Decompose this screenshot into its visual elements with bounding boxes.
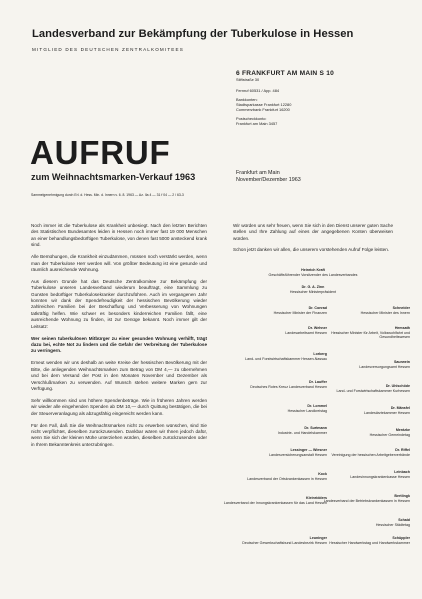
- signature-block: [300, 470, 410, 479]
- signatory-role: Land- und Forstwirtschaftskammer Hessen-Nassau: [245, 356, 327, 361]
- date: November/Dezember 1963: [236, 177, 301, 183]
- body-paragraph: Schon jetzt danken wir allen, die unserem vorstehenden Aufruf Folge leisten.: [233, 247, 390, 253]
- postal-account-label: Postscheckkonto:: [236, 116, 267, 121]
- signatory-name: Dr. Wehner: [308, 326, 327, 330]
- place-date: [236, 170, 301, 184]
- signatory-role: Hessischer Landkreistag: [287, 408, 327, 413]
- signatory-name: Schneider: [392, 306, 410, 310]
- letter-body-left: [31, 223, 207, 454]
- address-city: 6 FRANKFURT AM MAIN S 10: [236, 70, 335, 77]
- bank-accounts-label: Bankkonten:: [236, 97, 258, 102]
- signatory-role: Deutscher Gewerkschaftsbund Landesbezirk Hessen: [242, 540, 327, 545]
- signature-block: [300, 306, 410, 315]
- appeal-heading: AUFRUF: [30, 134, 171, 171]
- signatory-name: Dr. Riffel: [395, 448, 410, 452]
- signatory-name: Hemsath: [394, 326, 410, 330]
- signatory-name: Kleinridders: [306, 496, 327, 500]
- signature-block: [300, 518, 410, 527]
- signatory-name: Kock: [318, 472, 327, 476]
- signature-block: [300, 536, 410, 545]
- signature-block: [300, 326, 410, 340]
- signatory-role: Industrie- und Handelskammer: [277, 430, 327, 435]
- address-phone: Fernruf 60531 / App. 484: [236, 88, 280, 93]
- signature-block: [300, 428, 410, 437]
- body-paragraph: Alle Bemühungen, die Krankheit einzudämmen, müssen noch verstärkt werden, wenn man der Tuberkulose Herr werden will. Von größter Bedeutung ist eine gesunde und räumlich ausreichende Wohnung.: [31, 254, 207, 272]
- letter-body-right: [233, 223, 393, 259]
- signatory-role: Hessischer Handwerkstag und Handwerkskammer: [329, 540, 410, 545]
- signatory-name: Schaid: [398, 518, 410, 522]
- signatory-role: Hessischer Gemeindetag: [369, 432, 410, 437]
- signatory-role: Vereinigung der hessischen Arbeitgeberverbände: [331, 452, 410, 457]
- signature-block: [300, 406, 410, 415]
- signatory-role: Landesverband der Betriebskrankenkassen in Hessen: [323, 498, 410, 503]
- signatory-role: Landesversorgungsamt Hessen: [359, 364, 410, 369]
- signature-block: [300, 360, 410, 369]
- signatory-role: Hessischer Minister der Finanzen: [273, 310, 327, 315]
- signatory-name: Leuninger: [309, 536, 327, 540]
- signature-block: [233, 285, 393, 294]
- signatory-role: Land- und Forstwirtschaftskammer Kurhessen: [336, 388, 410, 393]
- signature-block: [233, 268, 393, 277]
- signature-block: [300, 494, 410, 503]
- signatory-role: Landesverband der Innungskrankenkassen für das Land Hessen: [223, 500, 327, 505]
- signatory-name: Leinbach: [394, 470, 410, 474]
- signatory-role: Deutsches Rotes Kreuz Landesverband Hessen: [250, 384, 327, 389]
- signatory-name: Dr. Lauffer: [309, 380, 327, 384]
- postal-account: Frankfurt am Main 3457: [236, 121, 278, 126]
- signatory-role: Landesärztekammer Hessen: [364, 410, 410, 415]
- address-block: [236, 70, 386, 126]
- signatory-role: Landesverband der Ortskrankenkassen in Hessen: [247, 476, 327, 481]
- organization-subtitle: MITGLIED DES DEUTSCHEN ZENTRALKOMITEES: [32, 47, 184, 52]
- collection-approval: Sammelgenehmigung durch Erl. d. Hess. Min. d. Innern v. 6. 8. 1963 — Az. IIa 4 — 31 f 04 — 2 / 63-3: [31, 193, 184, 197]
- signatory-name: Bertlingk: [394, 494, 410, 498]
- signatory-role: Hessischer Minister des Innern: [360, 310, 410, 315]
- appeal-subheading: zum Weihnachtsmarken-Verkauf 1963: [31, 172, 196, 182]
- signatory-role: Geschäftsführender Vorsitzender des Landesverbandes: [268, 272, 358, 277]
- signatory-name: Schüppler: [392, 536, 410, 540]
- signatory-name: Dr. Mänsfel: [390, 406, 410, 410]
- signatory-name: Dr. G. A. Zinn: [301, 285, 325, 289]
- signatory-name: Heinrich Kraft: [301, 268, 325, 272]
- body-paragraph: Erneut wenden wir uns deshalb an weite Kreise der hessischen Bevölkerung mit der Bitte, die anliegenden Weihnachtsmarken zum Betrag von DM 4,— zu übernehmen und bei dem Versand der Post in den Monaten November und Dezember als Verschlußmarken zu verwenden. Auf Wunsch stehen weitere Marken gern zur Verfügung.: [31, 360, 207, 391]
- signatory-role: Hessischer Ministerpräsident: [289, 289, 337, 294]
- bank-account-1: Stadtsparkasse Frankfurt 12280: [236, 102, 292, 107]
- place: Frankfurt am Main: [236, 170, 280, 176]
- signatory-name: Dr. Lommel: [307, 404, 327, 408]
- signatory-role: Landesinnungskrankenkasse Hessen: [350, 474, 410, 479]
- motto-paragraph: Wer seinen tuberkulösen Mitbürger zu einer gesunden Wohnung verhilft, trägt dazu bei, echte Not zu lindern und die Gefahr der Verbreitung der Tuberkulose zu verringern.: [31, 335, 207, 354]
- signature-block: [300, 448, 410, 457]
- signatory-role: Landesarbeitsamt Hessen: [285, 330, 327, 335]
- signatory-name: Lorberg: [313, 352, 327, 356]
- address-street: Stiftstraße 30: [236, 77, 260, 82]
- body-paragraph: Aus diesem Grunde hat das Deutsche Zentralkomitee zur Bekämpfung der Tuberkulose unseren Landesverband wiederum beauftragt, eine Sammlung zu Gunsten bedürftiger Tuberkulosekranker durchzuführen. Auch im vergangenen Jahr konnten wir dank der Spendefreudigkeit der hessischen Bevölkerung wieder zahlreichen Familien bei der Beschaffung und Verbesserung von Wohnungen tatkräftig helfen. Wie schwer es besonders kinderreichen Familien fällt, eine ausreichende Wohnung zu finden, ist zur Genüge bekannt. Noch immer gilt der Leitsatz:: [31, 278, 207, 329]
- signatory-role: Hessischer Städtetag: [375, 522, 410, 527]
- signatory-name: Mentzke: [395, 428, 410, 432]
- signatory-name: Dr. Surtmann: [304, 426, 327, 430]
- signatory-role: Hessischer Minister für Arbeit, Volkswohlfahrt und Gesundheitswesen: [331, 330, 410, 340]
- bank-account-2: Commerzbank Frankfurt 16200: [236, 107, 290, 112]
- signatory-name: Saurwein: [394, 360, 410, 364]
- signatory-role: Landesversicherungsanstalt Hessen: [269, 452, 327, 457]
- organization-title: Landesverband zur Bekämpfung der Tuberkulose in Hessen: [32, 28, 354, 40]
- body-paragraph: Für den Fall, daß Sie die Weihnachtsmarken nicht zu erwerben wünschen, sind Sie nicht verpflichtet, dieselben zurückzusenden. Dankbar wären wir Ihnen jedoch dafür, wenn Sie sich der kleinen Mühe unterziehen würden, dieselben zurückzusenden oder in Ihrem Bekanntenkreis unterzubringen.: [31, 422, 207, 447]
- signatory-name: Dr. Uhlschöde: [385, 384, 410, 388]
- body-paragraph: Noch immer ist die Tuberkulose als Krankheit unbesiegt. Nach den letzten Berichten des Statistischen Bundesamtes leiden in Hessen noch immer fast 19 000 Menschen an einer behandlungsbedürftigen Tuberkulose, von denen fast 5000 ansteckend krank sind.: [31, 223, 207, 248]
- body-paragraph: Wir würden uns sehr freuen, wenn Sie sich in den Dienst unserer guten Sache stellen und Ihre Zahlung auf eines der angegebenen Konten überweisen würden.: [233, 223, 393, 241]
- signature-block: [300, 384, 410, 393]
- body-paragraph: Sehr willkommen sind uns höhere Spendenbeträge. Wie in früheren Jahren werden wir wieder alle eingehenden Spenden ab DM 10,— durch Quittung bestätigen, die bei der Steuerveranlagung als abzugsfähig eingereicht werden kann.: [31, 397, 207, 416]
- signatory-name: Dr. Conrad: [308, 306, 327, 310]
- signatory-name: Lessinger — Wiesner: [290, 448, 327, 452]
